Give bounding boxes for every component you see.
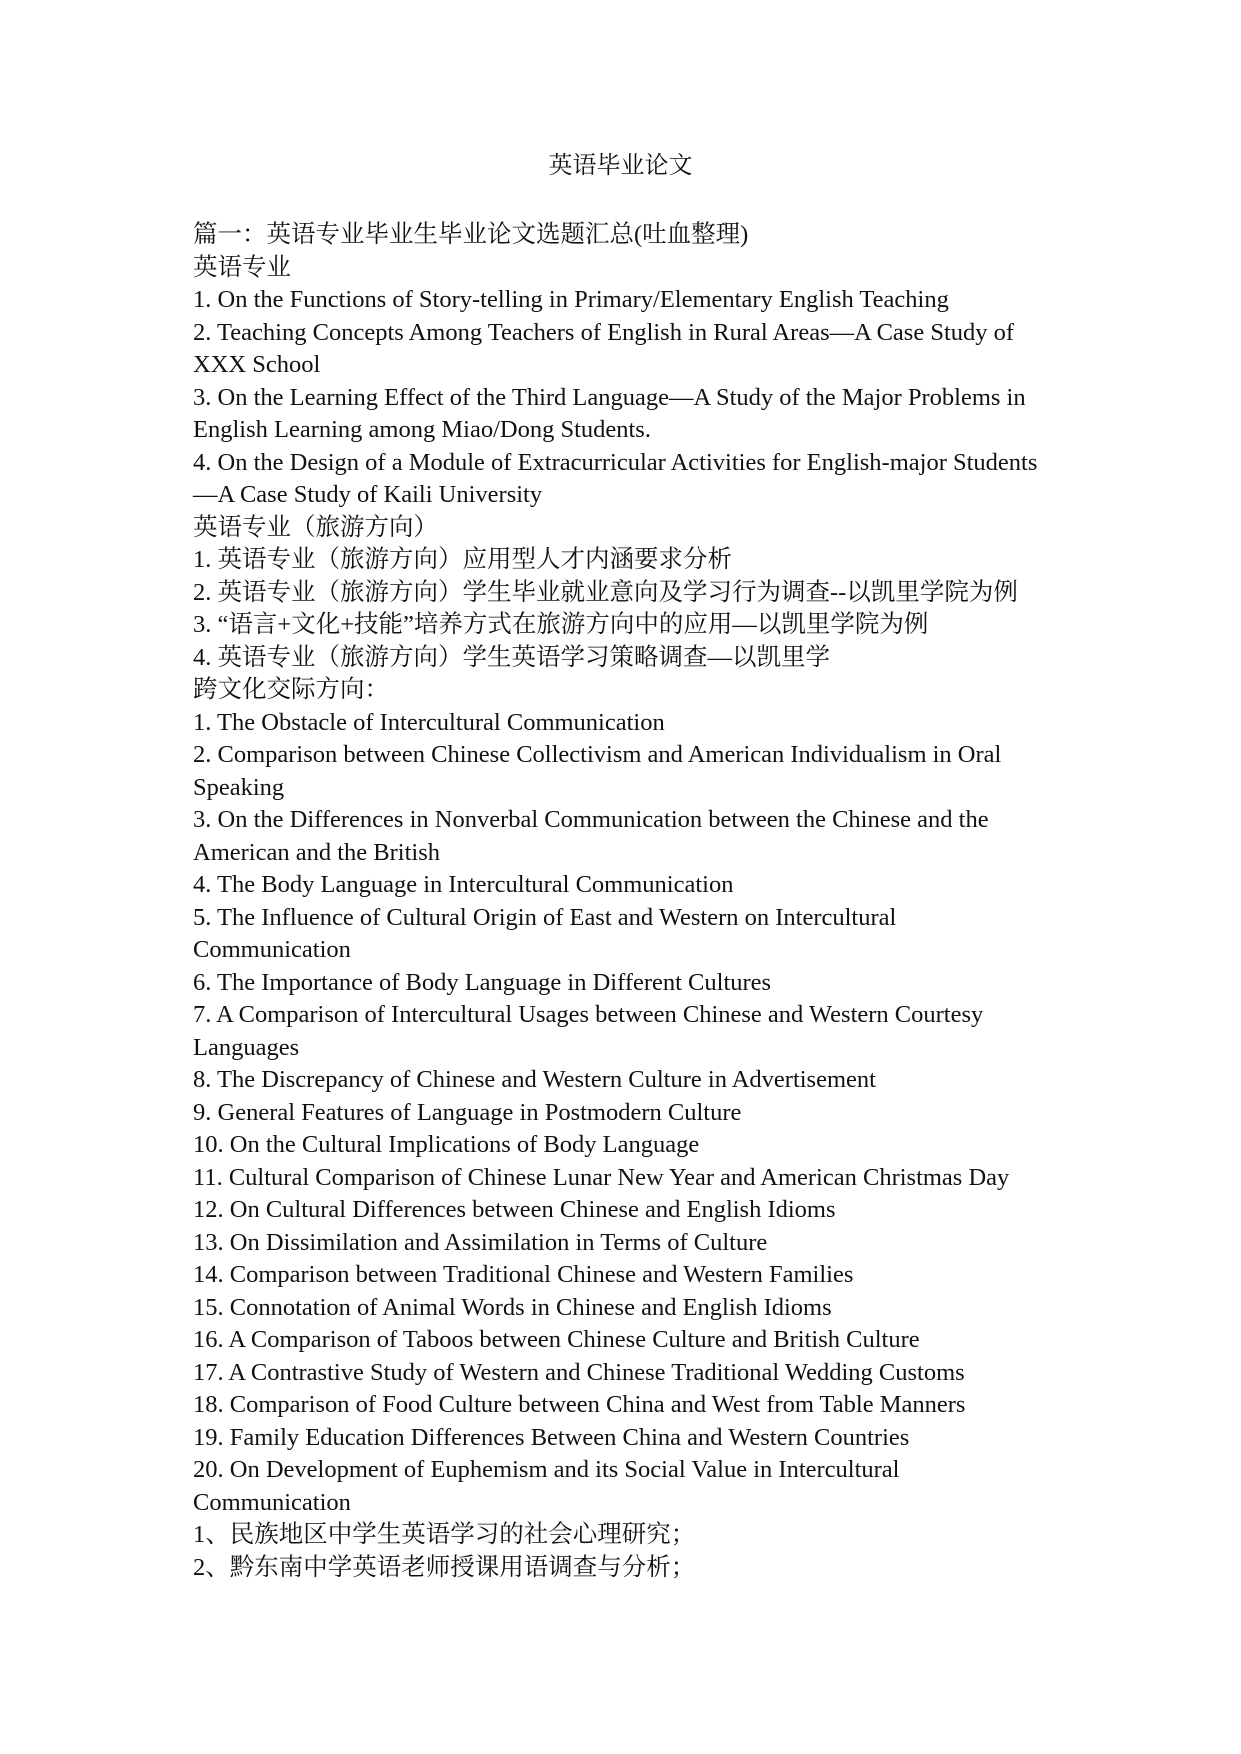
list-item: 20. On Development of Euphemism and its Social Value in Intercultural Communication <box>193 1456 900 1516</box>
list-item: 11. Cultural Comparison of Chinese Lunar New Year and American Christmas Day <box>193 1163 1010 1191</box>
list-item: 4. On the Design of a Module of Extracurricular Activities for English-major Students—A Case Study of Kaili University <box>193 448 1038 508</box>
list-item: 2. Comparison between Chinese Collectivism and American Individualism in Oral Speaking <box>193 741 1002 801</box>
subsection-heading: 跨文化交际方向： <box>193 676 389 703</box>
list-item: 7. A Comparison of Intercultural Usages between Chinese and Western Courtesy Languages <box>193 1001 984 1061</box>
list-item: 17. A Contrastive Study of Western and Chinese Traditional Wedding Customs <box>193 1358 965 1386</box>
list-item: 18. Comparison of Food Culture between China and West from Table Manners <box>193 1391 966 1418</box>
section-heading: 篇一：英语专业毕业生毕业论文选题汇总(吐血整理) <box>193 221 749 248</box>
list-item: 3. On the Learning Effect of the Third Language—A Study of the Major Problems in English Learning among Miao/Dong Students. <box>193 383 1026 443</box>
list-item: 2、黔东南中学英语老师授课用语调查与分析； <box>193 1553 696 1581</box>
list-item: 5. The Influence of Cultural Origin of East and Western on Intercultural Communication <box>193 903 897 963</box>
list-item: 10. On the Cultural Implications of Body Language <box>193 1131 700 1158</box>
list-item: 12. On Cultural Differences between Chinese and English Idioms <box>193 1196 836 1223</box>
list-item: 2. 英语专业（旅游方向）学生毕业就业意向及学习行为调查--以凯里学院为例 <box>193 578 1018 606</box>
list-item: 4. 英语专业（旅游方向）学生英语学习策略调查—以凯里学 <box>193 643 830 671</box>
list-item: 14. Comparison between Traditional Chinese and Western Families <box>193 1261 854 1288</box>
list-item: 15. Connotation of Animal Words in Chinese and English Idioms <box>193 1293 832 1321</box>
document-body <box>193 219 1053 1584</box>
list-item: 1、民族地区中学生英语学习的社会心理研究； <box>193 1521 696 1548</box>
list-item: 3. “语言+文化+技能”培养方式在旅游方向中的应用—以凯里学院为例 <box>193 611 929 638</box>
list-item: 8. The Discrepancy of Chinese and Western Culture in Advertisement <box>193 1066 876 1093</box>
list-item: 1. On the Functions of Story-telling in Primary/Elementary English Teaching <box>193 286 949 313</box>
subsection-heading: 英语专业（旅游方向） <box>193 513 438 541</box>
list-item: 6. The Importance of Body Language in Different Cultures <box>193 968 772 996</box>
list-item: 1. The Obstacle of Intercultural Communication <box>193 708 665 736</box>
list-item: 16. A Comparison of Taboos between Chinese Culture and British Culture <box>193 1326 920 1353</box>
document-title: 英语毕业论文 <box>548 151 693 179</box>
list-item: 13. On Dissimilation and Assimilation in Terms of Culture <box>193 1228 768 1256</box>
list-item: 3. On the Differences in Nonverbal Communication between the Chinese and the American and the British <box>193 806 989 866</box>
list-item: 9. General Features of Language in Postmodern Culture <box>193 1098 742 1126</box>
list-item: 4. The Body Language in Intercultural Communication <box>193 871 734 898</box>
list-item: 19. Family Education Differences Between China and Western Countries <box>193 1423 910 1451</box>
list-item: 1. 英语专业（旅游方向）应用型人才内涵要求分析 <box>193 546 732 573</box>
list-item: 2. Teaching Concepts Among Teachers of English in Rural Areas—A Case Study of XXX School <box>193 318 1015 378</box>
subsection-heading: 英语专业 <box>193 253 291 281</box>
